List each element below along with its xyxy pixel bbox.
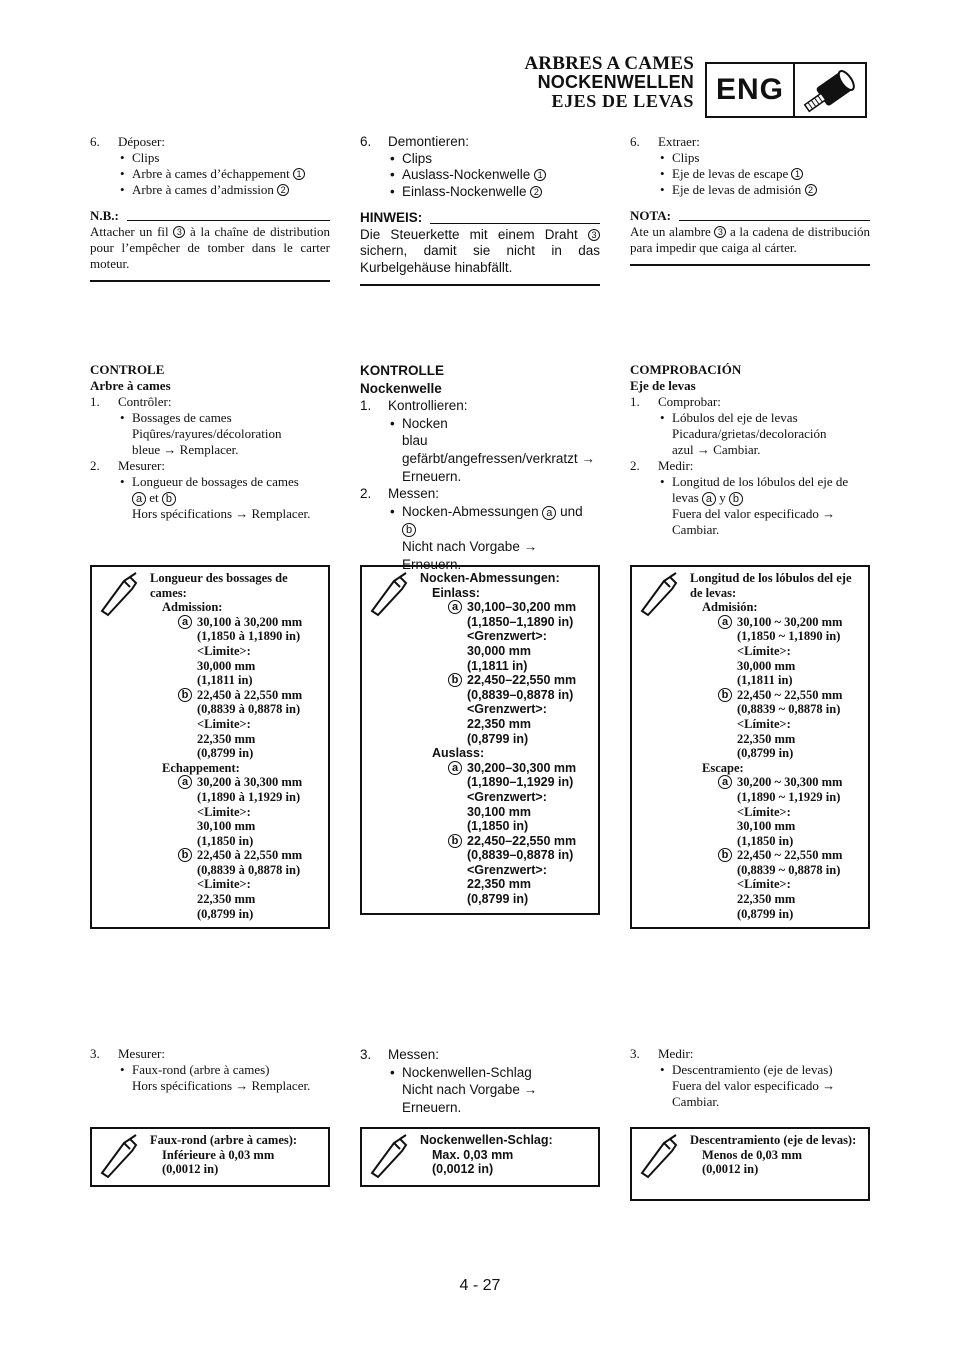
header-title-fr: ARBRES A CAMES [524,53,694,74]
note-text: Attacher un fil 3 à la chaîne de distribution pour l’empêcher de tomber dans le carter moteur. [90,224,331,271]
fr-runout-section: 3. Mesurer: • Faux-rond (arbre à cames) Hors spécifications → Remplacer. [90,1046,330,1094]
ref-marker: 1 [293,168,305,180]
list-item: • Nocken-Abmessungen a und b [360,503,600,538]
es-remove-section: 6. Extraer: • Clips • Eje de levas de escape 1 • Eje de levas de admisión 2 NOTA: Ate un alambre 3 a la cadena de distribución para impedir que caiga al cárter. [630,134,870,266]
section-heading: CONTROLE [90,362,165,377]
es-check-section: COMPROBACIÓN Eje de levas 1. Comprobar: • Lóbulos del eje de levas Picadura/grietas/decoloración azul → Cambiar. 2. Medir: • Longitud de los lóbulos del eje de levas a y b Fuera del valor especificado → Cambiar. [630,362,870,538]
fr-check-section: CONTROLE Arbre à cames 1. Contrôler: • Bossages de cames Piqûres/rayures/décoloration bleue → Remplacer. 2. Mesurer: • Longueur de bossages de cames a et b Hors spécifications → Remplacer. [90,362,330,522]
engine-piston-icon [797,66,865,114]
de-runout-section: 3. Messen: • Nockenwellen-Schlag Nicht nach Vorgabe → Erneuern. [360,1046,600,1116]
header-title-es: EJES DE LEVAS [551,91,694,111]
section-subheading: Arbre à cames [90,378,171,393]
step-title: Déposer: [118,134,165,149]
fr-runout-spec-box: Faux-rond (arbre à cames): Inférieure à 0,03 mm (0,0012 in) [90,1127,330,1187]
note-heading: HINWEIS: [360,210,600,227]
de-remove-section: 6. Demontieren: • Clips • Auslass-Nockenwelle 1 • Einlass-Nockenwelle 2 HINWEIS: Die Steuerkette mit einem Draht 3 sichern, damit sie nicht in das Kurbelgehäuse hinabfällt. [360,134,600,286]
list-item: • Clips [360,151,600,168]
note-text: Die Steuerkette mit einem Draht 3 sichern, damit sie nicht in das Kurbelgehäuse hinabfällt. [360,226,600,275]
fr-remove-section [90,134,330,282]
list-item: • Auslass-Nockenwelle 1 [360,167,600,184]
header-title-de: NOCKENWELLEN [537,72,694,92]
section-badge [705,62,867,118]
es-runout-section: 3. Medir: • Descentramiento (eje de levas) Fuera del valor especificado → Cambiar. [630,1046,870,1110]
fr-spec-box: Longueur des bossages de cames: Admission: a 30,100 à 30,200 mm (1,1850 à 1,1890 in) <Limite>: 30,000 mm (1,1811 in) b 22,450 à 22,550 mm (0,8839 à 0,8878 in) <Limite>: 22,350 mm (0,8799 in) Echappement: a 30,200 à 30,300 mm (1,1890 à 1,1929 in) <Limite>: 30,100 mm (1,1850 in) b 22,450 à 22,550 mm (0,8839 à 0,8878 in) <Limite>: 22,350 mm (0,8799 in) [90,565,330,929]
list-item: • Arbre à cames d’admission 2 [90,182,330,198]
list-item: • Eje de levas de escape 1 [630,166,870,182]
list-item: • Longueur de bossages de cames [90,474,330,490]
list-item: • Arbre à cames d’échappement 1 [90,166,330,182]
list-item: • Descentramiento (eje de levas) [630,1062,870,1078]
page-number: 4 - 27 [459,1277,501,1294]
caliper-icon [636,571,682,617]
step-number: 6. [90,134,100,149]
es-runout-spec-box: Descentramiento (eje de levas): Menos de 0,03 mm (0,0012 in) [630,1127,870,1201]
list-item: • Clips [630,150,870,166]
list-item: • Nockenwellen-Schlag [360,1064,600,1082]
eng-badge-label: ENG [707,64,795,116]
list-item: • Lóbulos del eje de levas [630,410,870,426]
caliper-icon [96,1133,142,1179]
list-item: • Nocken [360,415,600,433]
caliper-icon [366,571,412,617]
note-text: Ate un alambre 3 a la cadena de distribución para impedir que caiga al cárter. [630,224,870,255]
list-item: • Faux-rond (arbre à cames) [90,1062,330,1078]
list-item: • Einlass-Nockenwelle 2 [360,184,600,201]
caliper-icon [366,1133,412,1179]
note-heading: N.B.: [90,208,330,224]
ref-marker: 2 [277,184,289,196]
caliper-icon [96,571,142,617]
list-item: • Longitud de los lóbulos del eje de levas a y b [630,474,870,506]
ref-marker: 3 [173,226,185,238]
de-runout-spec-box: Nockenwellen-Schlag: Max. 0,03 mm (0,0012 in) [360,1127,600,1187]
de-check-section: KONTROLLE Nockenwelle 1. Kontrollieren: • Nocken blau gefärbt/angefressen/verkratzt → Erneuern. 2. Messen: • Nocken-Abmessungen a und b Nicht nach Vorgabe → Erneuern. [360,362,600,573]
list-item: • Clips [90,150,330,166]
list-item: • Eje de levas de admisión 2 [630,182,870,198]
caliper-icon [636,1133,682,1179]
note-heading: NOTA: [630,208,870,224]
es-spec-box: Longitud de los lóbulos del eje de levas: Admisión: a 30,100 ~ 30,200 mm (1,1850 ~ 1,1890 in) <Límite>: 30,000 mm (1,1811 in) b 22,450 ~ 22,550 mm (0,8839 ~ 0,8878 in) <Límite>: 22,350 mm (0,8799 in) Escape: a 30,200 ~ 30,300 mm (1,1890 ~ 1,1929 in) <Límite>: 30,100 mm (1,1850 in) b 22,450 ~ 22,550 mm (0,8839 ~ 0,8878 in) <Límite>: 22,350 mm (0,8799 in) [630,565,870,929]
de-spec-box: Nocken-Abmessungen: Einlass: a 30,100–30,200 mm (1,1850–1,1890 in) <Grenzwert>: 30,000 mm (1,1811 in) b 22,450–22,550 mm (0,8839–0,8878 in) <Grenzwert>: 22,350 mm (0,8799 in) Auslass: a 30,200–30,300 mm (1,1890–1,1929 in) <Grenzwert>: 30,100 mm (1,1850 in) b 22,450–22,550 mm (0,8839–0,8878 in) <Grenzwert>: 22,350 mm (0,8799 in) [360,565,600,915]
list-item: • Bossages de cames [90,410,330,426]
